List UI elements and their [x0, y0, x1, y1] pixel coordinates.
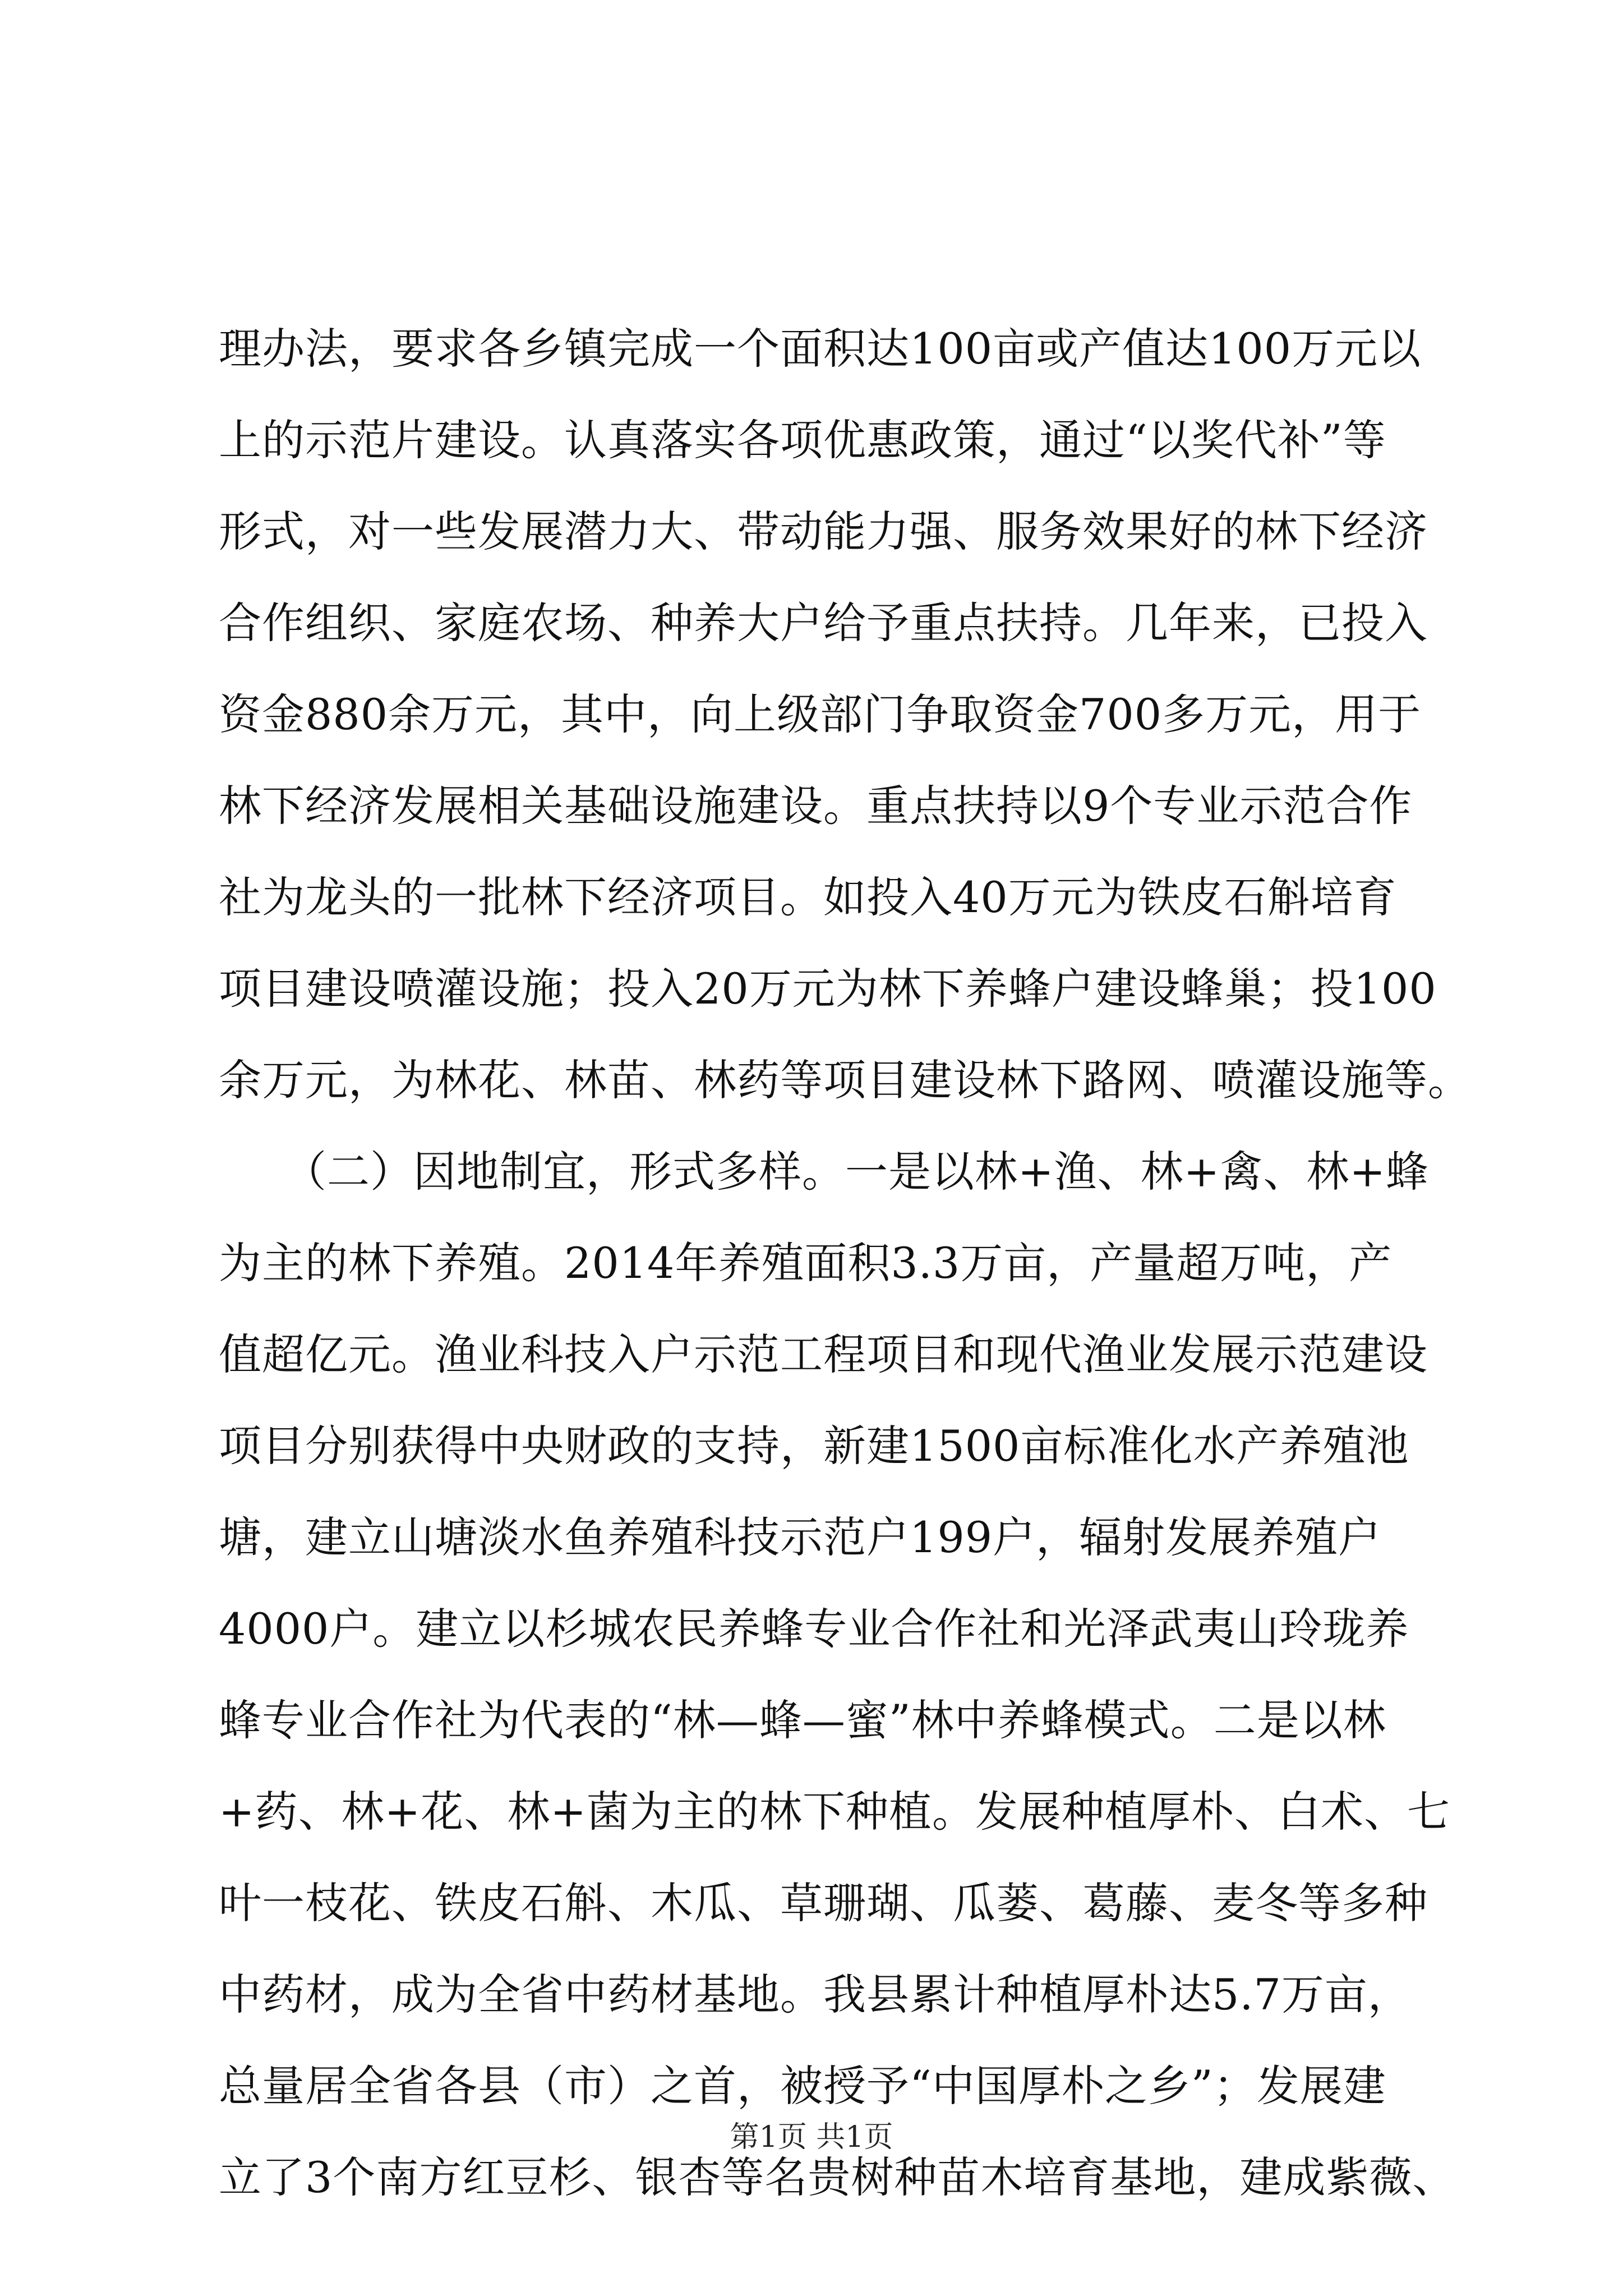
- text-line: 理办法，要求各乡镇完成一个面积达100亩或产值达100万元以: [219, 324, 1422, 374]
- text-line: 资金880余万元，其中，向上级部门争取资金700多万元，用于: [219, 689, 1422, 739]
- text-line: 值超亿元。渔业科技入户示范工程项目和现代渔业发展示范建设: [219, 1329, 1428, 1379]
- text-line: 中药材，成为全省中药材基地。我县累计种植厚朴达5.7万亩，: [219, 1970, 1411, 2019]
- text-line: （二）因地制宜，形式多样。一是以林+渔、林+禽、林+蜂: [219, 1147, 1430, 1197]
- text-line: 立了3个南方红豆杉、银杏等名贵树种苗木培育基地，建成紫薇、: [219, 2152, 1456, 2202]
- page-footer: 第1页 共1页: [730, 2120, 893, 2154]
- text-line: 项目分别获得中央财政的支持，新建1500亩标准化水产养殖池: [219, 1421, 1409, 1471]
- text-line: 余万元，为林花、林苗、林药等项目建设林下路网、喷灌设施等。: [219, 1055, 1471, 1105]
- body-text: [219, 303, 1471, 2223]
- text-line: 总量居全省各县（市）之首，被授予“中国厚朴之乡”；发展建: [219, 2061, 1386, 2111]
- text-line: 叶一枝花、铁皮石斛、木瓜、草珊瑚、瓜蒌、葛藤、麦冬等多种: [219, 1878, 1428, 1928]
- text-line: 上的示范片建设。认真落实各项优惠政策，通过“以奖代补”等: [219, 415, 1386, 465]
- text-line: 塘，建立山塘淡水鱼养殖科技示范户199户，辐射发展养殖户: [219, 1512, 1382, 1562]
- text-line: +药、林+花、林+菌为主的林下种植。发展种植厚朴、白术、七: [219, 1787, 1451, 1837]
- text-line: 形式，对一些发展潜力大、带动能力强、服务效果好的林下经济: [219, 507, 1428, 556]
- text-line: 林下经济发展相关基础设施建设。重点扶持以9个专业示范合作: [219, 781, 1413, 831]
- text-line: 为主的林下养殖。2014年养殖面积3.3万亩，产量超万吨，产: [219, 1238, 1393, 1288]
- text-line: 4000户。建立以杉城农民养蜂专业合作社和光泽武夷山玲珑养: [219, 1604, 1409, 1654]
- text-line: 社为龙头的一批林下经济项目。如投入40万元为铁皮石斛培育: [219, 872, 1397, 922]
- text-line: 蜂专业合作社为代表的“林—蜂—蜜”林中养蜂模式。二是以林: [219, 1695, 1386, 1745]
- text-line: 项目建设喷灌设施；投入20万元为林下养蜂户建设蜂巢；投100: [219, 964, 1437, 1014]
- text-line: 合作组织、家庭农场、种养大户给予重点扶持。几年来，已投入: [219, 598, 1428, 648]
